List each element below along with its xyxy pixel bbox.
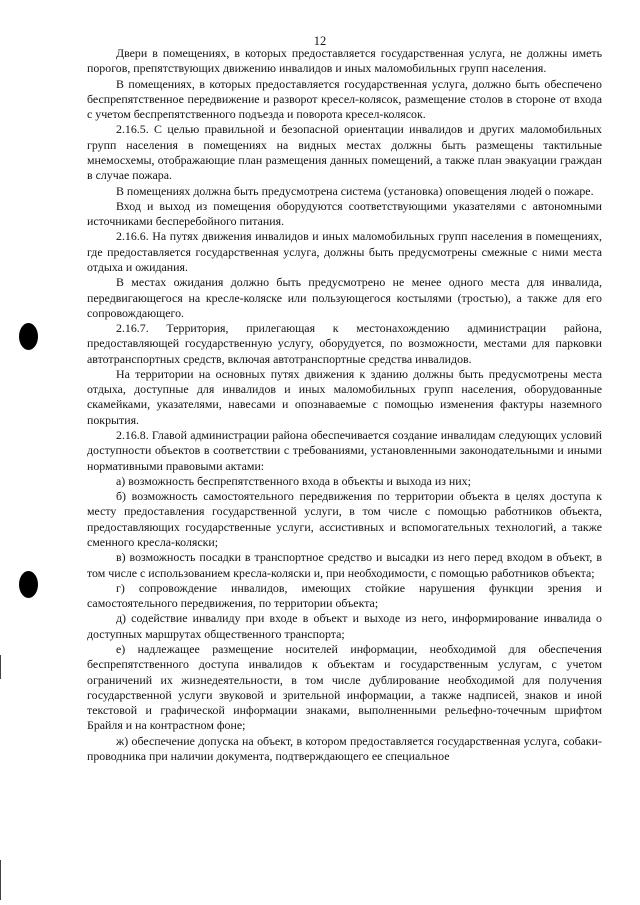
paragraph: Вход и выход из помещения оборудуются соответствующими указателями с автономными источниками бесперебойного питания. bbox=[87, 198, 602, 229]
scan-edge-mark bbox=[0, 655, 1, 679]
paragraph: В помещениях, в которых предоставляется государственная услуга, должно быть обеспечено беспрепятственное передвижение и разворот кресел-колясок, размещение столов в стороне от входа с учетом беспрепятственного подъезда и поворота кресел-колясок. bbox=[87, 76, 602, 122]
document-body bbox=[87, 46, 602, 764]
list-item: а) возможность беспрепятственного входа в объекты и выхода из них; bbox=[116, 473, 471, 488]
paragraph: 2.16.7. Территория, прилегающая к местонахождению администрации района, предоставляющей государственную услугу, оборудуется, по возможности, местами для парковки автотранспортных средств, включая автотранспортные средства инвалидов. bbox=[87, 321, 602, 366]
list-item: д) содействие инвалиду при входе в объект и выходе из него, информирование инвалида о доступных маршрутах общественного транспорта; bbox=[87, 611, 602, 641]
paragraph: Двери в помещениях, в которых предоставляется государственная услуга, не должны иметь порогов, препятствующих движению инвалидов и иных маломобильных групп населения. bbox=[87, 46, 602, 76]
binder-hole-top bbox=[19, 323, 38, 350]
paragraph: 2.16.5. С целью правильной и безопасной ориентации инвалидов и других маломобильных групп населения в помещениях на видных местах должны быть размещены тактильные мнемосхемы, отображающие план размещения данных помещений, а также план эвакуации граждан в случае пожара. bbox=[87, 122, 602, 183]
list-item: е) надлежащее размещение носителей информации, необходимой для обеспечения беспрепятственного доступа инвалидов к объектам и государственным услугам, с учетом ограничений их жизнедеятельности, в том числе дублирование необходимой для получения государственной услуги звуковой и зрительной информации, а также надписей, знаков и иной текстовой и графической информации знаками, выполненными рельефно-точечным шрифтом Брайля и на контрастном фоне; bbox=[87, 641, 602, 733]
paragraph: В помещениях должна быть предусмотрена система (установка) оповещения людей о пожаре. bbox=[116, 183, 594, 198]
paragraph: 2.16.6. На путях движения инвалидов и иных маломобильных групп населения в помещениях, где предоставляется государственная услуга, должны быть предусмотрены смежные с ними места отдыха и ожидания. bbox=[87, 229, 602, 274]
paragraph: В местах ожидания должно быть предусмотрено не менее одного места для инвалида, передвигающегося на кресле-коляске или пользующегося костылями (тростью), а также для его сопровождающего. bbox=[87, 275, 602, 320]
page-number: 12 bbox=[313, 34, 327, 48]
list-item: в) возможность посадки в транспортное средство и высадки из него перед входом в объект, в том числе с использованием кресла-коляски и, при необходимости, с помощью работников объекта; bbox=[87, 550, 602, 580]
list-item: г) сопровождение инвалидов, имеющих стойкие нарушения функции зрения и самостоятельного передвижения, по территории объекта; bbox=[87, 580, 602, 611]
list-item: ж) обеспечение допуска на объект, в котором предоставляется государственная услуга, собаки-проводника при наличии документа, подтверждающего ее специальное bbox=[87, 733, 602, 763]
list-item: б) возможность самостоятельного передвижения по территории объекта в целях доступа к месту предоставления государственной услуги, в том числе с помощью работников объекта, предоставляющих государственные услуги, ассистивных и вспомогательных технологий, а также сменного кресла-коляски; bbox=[87, 489, 602, 549]
paragraph: На территории на основных путях движения к зданию должны быть предусмотрены места отдыха, доступные для инвалидов и иных маломобильных групп населения, оборудованные скамейками, указателями, навесами и опознаваемые с помощью изменения фактуры наземного покрытия. bbox=[87, 366, 602, 427]
scan-edge-mark bbox=[0, 860, 1, 900]
binder-hole-bottom bbox=[19, 571, 38, 598]
paragraph: 2.16.8. Главой администрации района обеспечивается создание инвалидам следующих условий доступности объектов в соответствии с требованиями, установленными законодательными и иными нормативными правовыми актами: bbox=[87, 428, 602, 473]
